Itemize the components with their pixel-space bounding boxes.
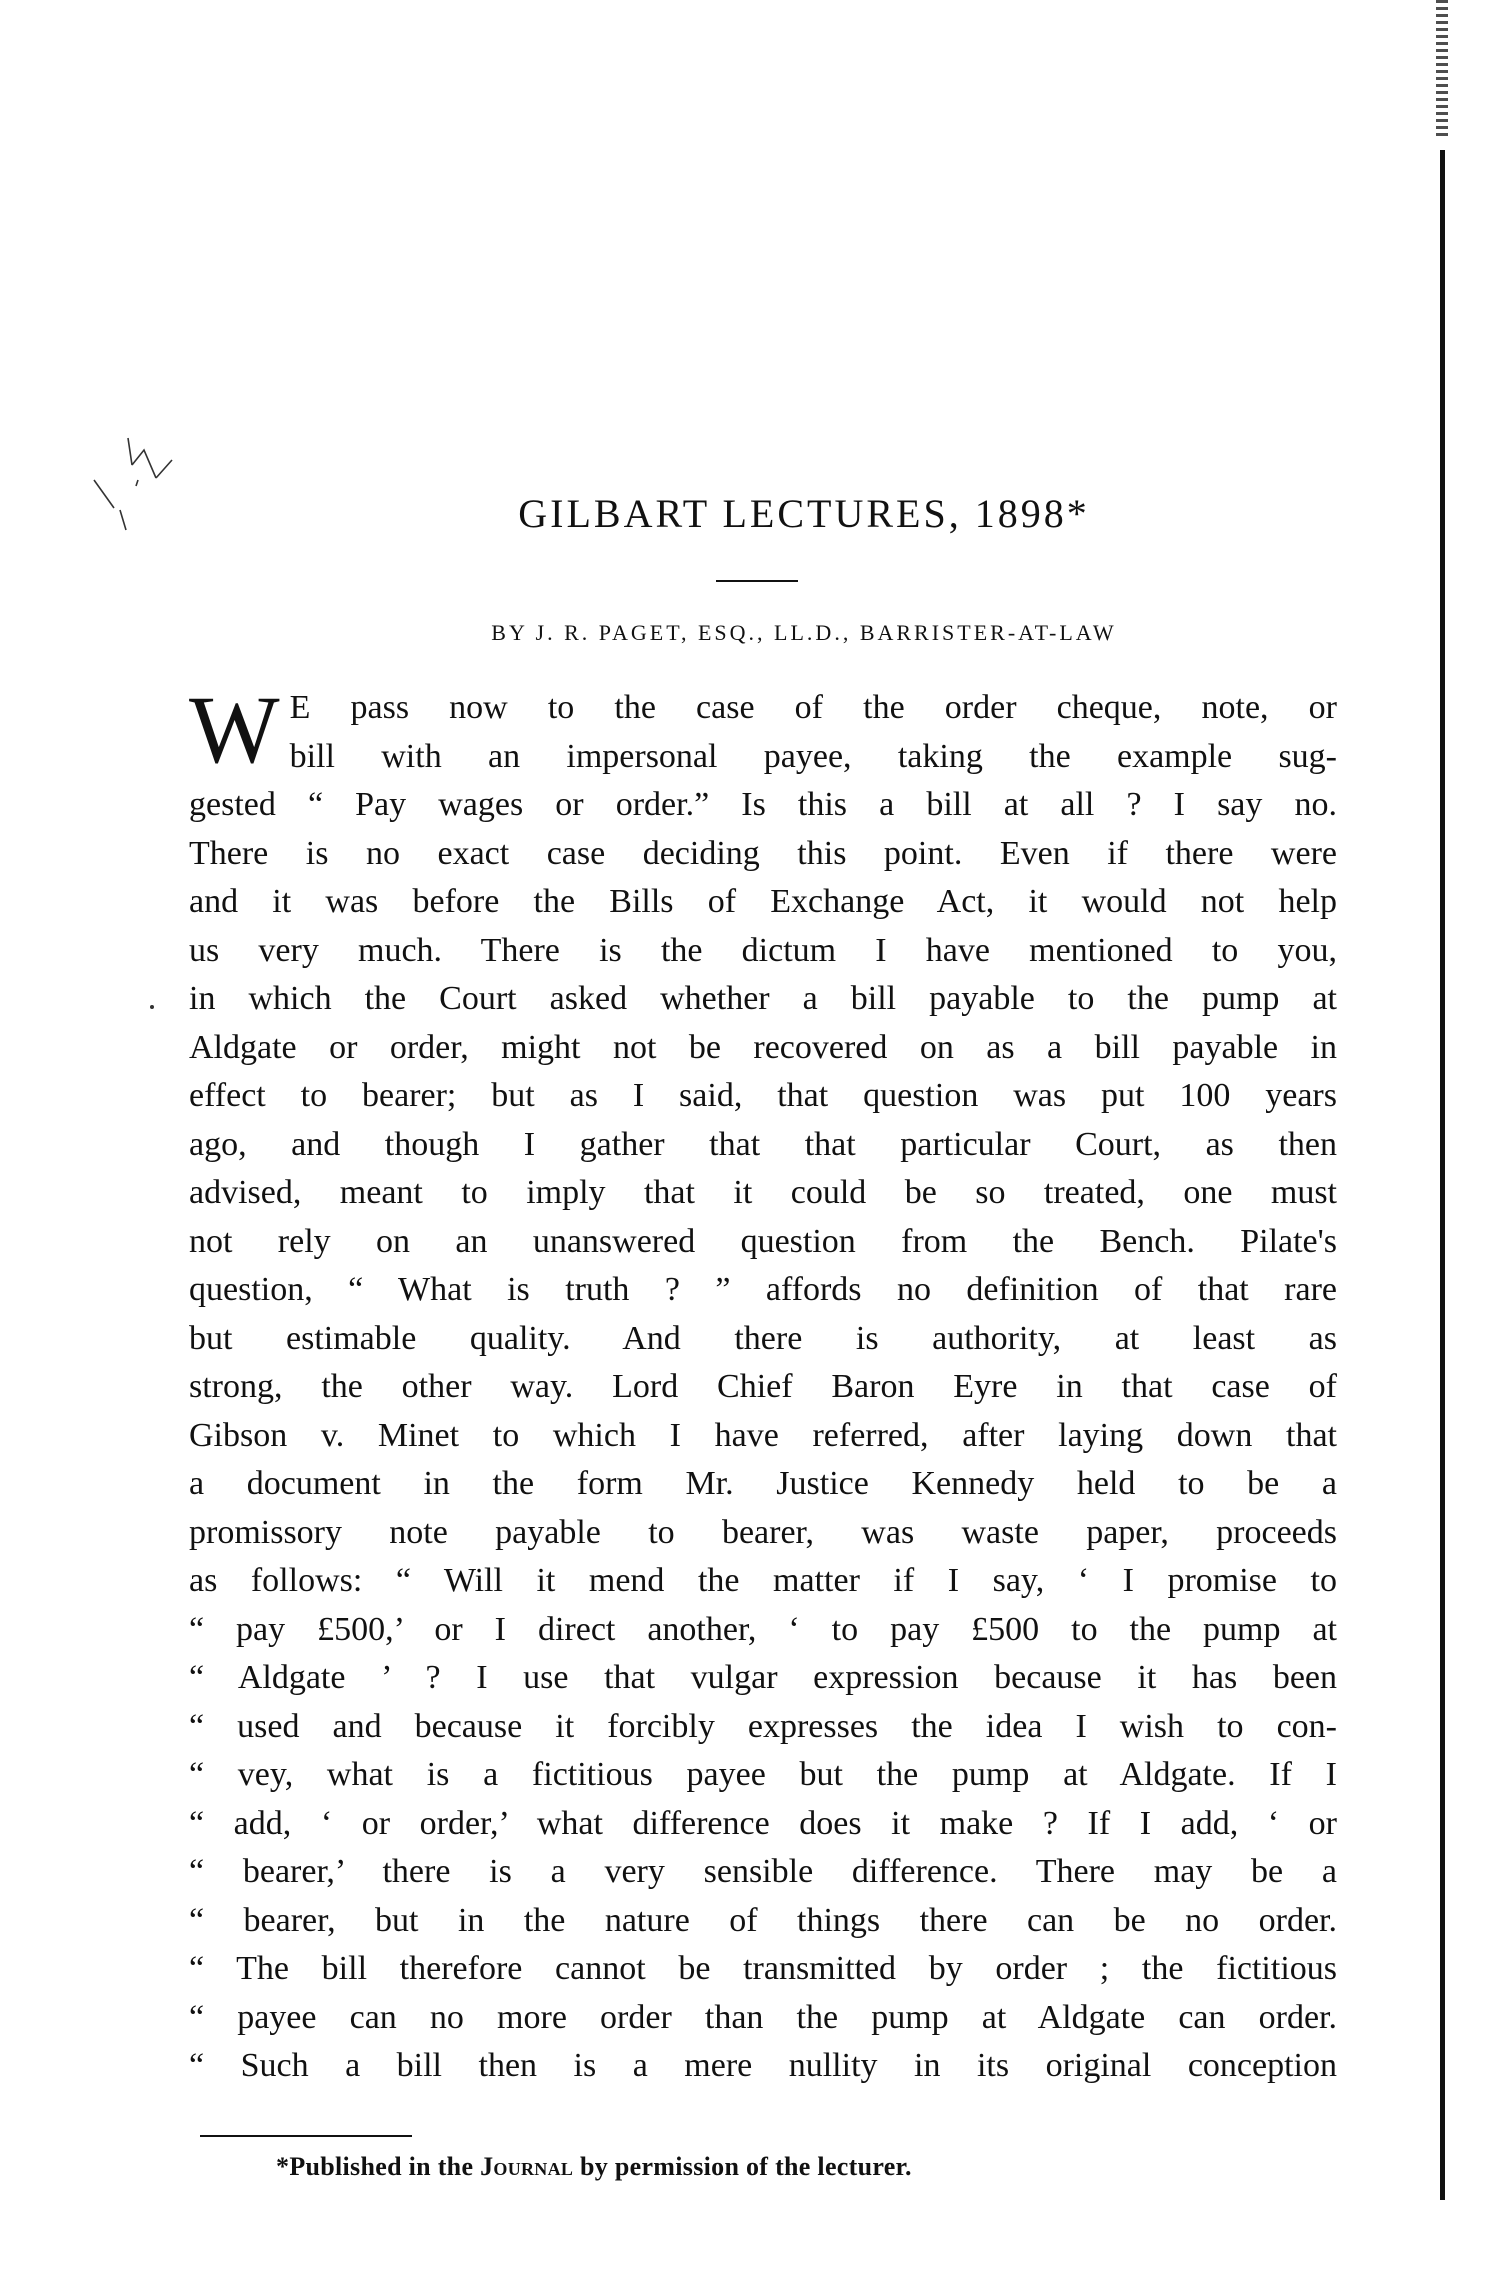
body-line: “ vey, what is a fictitious payee but the pump at Aldgate. If I <box>189 1756 1337 1793</box>
body-line: gested “ Pay wages or order.” Is this a bill at all ? I say no. <box>189 786 1337 823</box>
margin-dot <box>150 1005 154 1009</box>
footnote-marker: * <box>276 2152 290 2181</box>
body-line: us very much. There is the dictum I have mentioned to you, <box>189 931 1337 969</box>
title-rule <box>716 580 798 582</box>
body-line: There is no exact case deciding this point. Even if there were <box>189 834 1337 872</box>
lecture-body <box>189 676 1337 2091</box>
binding-bar <box>1440 150 1445 2200</box>
author-byline: BY J. R. PAGET, ESQ., LL.D., BARRISTER-AT-LAW <box>491 620 1117 645</box>
body-line: E pass now to the case of the order cheque, note, or <box>289 689 1337 726</box>
page-title: GILBART LECTURES, 1898* <box>518 491 1090 536</box>
body-line: ago, and though I gather that that particular Court, as then <box>189 1125 1337 1163</box>
body-line: as follows: “ Will it mend the matter if I say, ‘ I promise to <box>189 1562 1337 1599</box>
binding-speckle <box>1436 0 1448 140</box>
body-line: “ used and because it forcibly expresses the idea I wish to con- <box>189 1707 1337 1745</box>
body-line: in which the Court asked whether a bill payable to the pump at <box>189 980 1337 1017</box>
footnote-text-after: by permission of the lecturer. <box>573 2152 912 2181</box>
footnote <box>276 2152 912 2182</box>
body-line: “ payee can no more order than the pump at Aldgate can order. <box>189 1998 1337 2036</box>
body-line: “ Such a bill then is a mere nullity in its original conception <box>189 2047 1337 2084</box>
body-line: and it was before the Bills of Exchange Act, it would not help <box>189 883 1337 920</box>
body-line: promissory note payable to bearer, was waste paper, proceeds <box>189 1513 1337 1551</box>
footnote-text-before: Published in the <box>289 2152 481 2181</box>
body-line: strong, the other way. Lord Chief Baron Eyre in that case of <box>189 1368 1337 1405</box>
body-line: effect to bearer; but as I said, that question was put 100 years <box>189 1077 1337 1114</box>
body-line: Aldgate or order, might not be recovered on as a bill payable in <box>189 1028 1337 1066</box>
body-line: “ The bill therefore cannot be transmitted by order ; the fictitious <box>189 1950 1337 1987</box>
body-line: question, “ What is truth ? ” affords no definition of that rare <box>189 1271 1337 1308</box>
body-line: a document in the form Mr. Justice Kennedy held to be a <box>189 1465 1337 1502</box>
page-binding-edge <box>1436 0 1450 2276</box>
body-line: advised, meant to imply that it could be so treated, one must <box>189 1174 1337 1211</box>
body-line: Gibson v. Minet to which I have referred, after laying down that <box>189 1416 1337 1454</box>
body-line: “ pay £500,’ or I direct another, ‘ to pay £500 to the pump at <box>189 1610 1337 1648</box>
footnote-journal: Journal <box>480 2152 574 2181</box>
body-line: “ Aldgate ’ ? I use that vulgar expression because it has been <box>189 1659 1337 1696</box>
body-line: bill with an impersonal payee, taking the example sug- <box>289 737 1337 775</box>
footnote-rule <box>200 2135 412 2137</box>
body-line: but estimable quality. And there is authority, at least as <box>189 1319 1337 1357</box>
drop-cap: W <box>189 676 280 783</box>
body-line: “ bearer,’ there is a very sensible difference. There may be a <box>189 1853 1337 1890</box>
body-line: not rely on an unanswered question from the Bench. Pilate's <box>189 1222 1337 1260</box>
body-line: “ add, ‘ or order,’ what difference does it make ? If I add, ‘ or <box>189 1804 1337 1842</box>
body-line: “ bearer, but in the nature of things there can be no order. <box>189 1901 1337 1939</box>
